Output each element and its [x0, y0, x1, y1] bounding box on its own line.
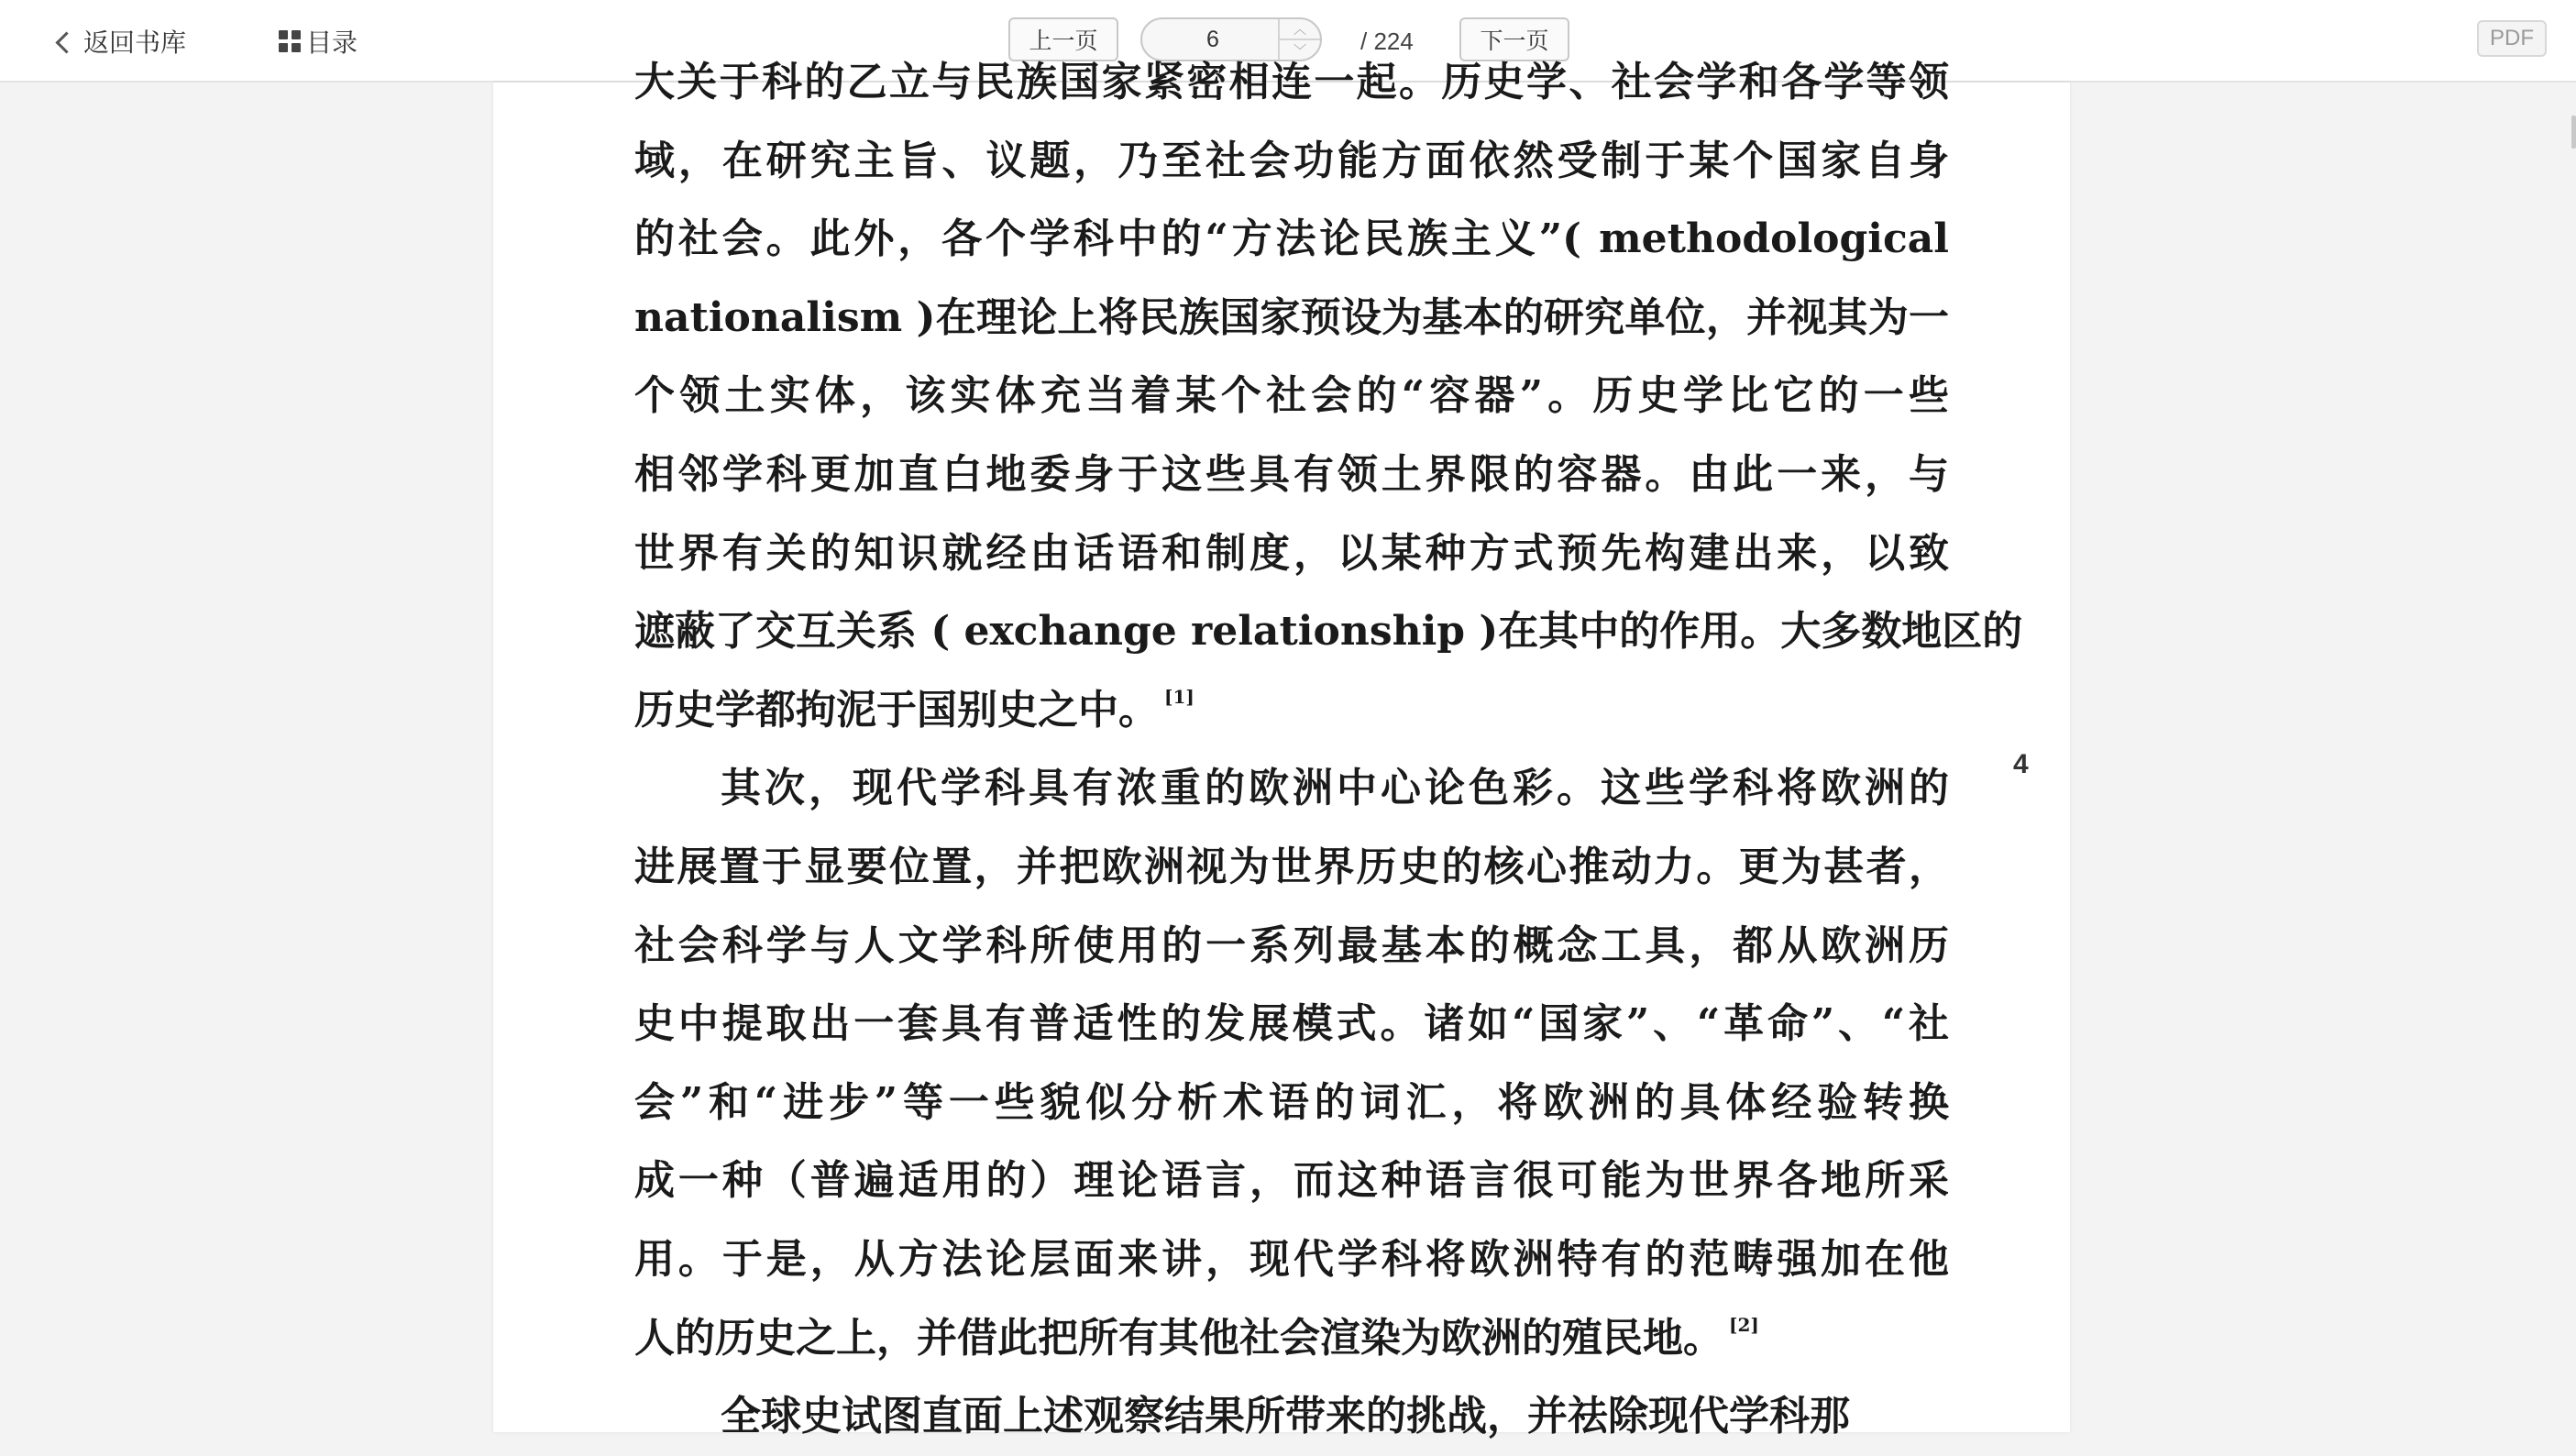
- text-line-content: 历史学都拘泥于国别史之中。: [634, 686, 1159, 734]
- text-line-content: 社会科学与人文学科所使用的一系列最基本的概念工具，都从欧洲历: [634, 921, 1949, 969]
- text-line: [634, 200, 1949, 279]
- table-of-contents-link[interactable]: [279, 20, 358, 62]
- next-page-button[interactable]: 下一页: [1459, 17, 1569, 61]
- stepper-down-icon[interactable]: ﹀: [1294, 42, 1306, 58]
- chevron-left-icon: [55, 31, 77, 53]
- pdf-button[interactable]: PDF: [2477, 20, 2547, 57]
- grid-icon: [279, 30, 301, 52]
- text-line-content: nationalism )在理论上将民族国家预设为基本的研究单位，并视其为一: [634, 293, 1949, 341]
- text-line-content: 用。于是，从方法论层面来讲，现代学科将欧洲特有的范畴强加在他: [634, 1235, 1949, 1283]
- text-line-content: 史中提取出一套具有普适性的发展模式。诸如“国家”、“革命”、“社: [634, 1000, 1949, 1048]
- text-line: [634, 279, 1949, 358]
- text-line-content: 相邻学科更加直白地委身于这些具有领土界限的容器。由此一来，与: [634, 450, 1949, 498]
- text-line: [634, 1299, 1949, 1378]
- back-to-library-link[interactable]: [59, 20, 186, 62]
- text-line-content: 人的历史之上，并借此把所有其他社会渲染为欧洲的殖民地。: [634, 1314, 1723, 1362]
- text-line: [634, 1377, 1949, 1456]
- text-line-content: 域，在研究主旨、议题，乃至社会功能方面依然受制于某个国家自身: [634, 137, 1949, 184]
- margin-page-number: 4: [2013, 749, 2029, 779]
- text-line-content: 全球史试图直面上述观察结果所带来的挑战，并祛除现代学科那: [721, 1393, 1850, 1440]
- text-line-content: 成一种（普遍适用的）理论语言，而这种语言很可能为世界各地所采: [634, 1157, 1949, 1205]
- text-line: [634, 671, 1949, 750]
- total-pages-label: / 224: [1360, 27, 1414, 55]
- text-line: [634, 985, 1949, 1064]
- text-line: [634, 122, 1949, 201]
- text-line: [634, 43, 1949, 122]
- text-line-content: 会”和“进步”等一些貌似分析术语的词汇，将欧洲的具体经验转换: [634, 1078, 1949, 1126]
- text-line-content: 个领土实体，该实体充当着某个社会的“容器”。历史学比它的一些: [634, 372, 1949, 420]
- text-line-content: 其次，现代学科具有浓重的欧洲中心论色彩。这些学科将欧洲的: [721, 765, 1949, 812]
- text-line: [634, 436, 1949, 514]
- text-line: [634, 907, 1949, 986]
- text-line: [634, 1064, 1949, 1142]
- text-line: [634, 357, 1949, 436]
- scrollbar-thumb[interactable]: [2571, 116, 2576, 149]
- text-line-content: 世界有关的知识就经由话语和制度，以某种方式预先构建出来，以致: [634, 529, 1949, 577]
- footnote-marker[interactable]: [2]: [1729, 1313, 1759, 1336]
- back-to-library-label: 返回书库: [83, 28, 187, 57]
- text-line: [634, 1142, 1949, 1220]
- page-text-column: [634, 43, 2023, 1456]
- document-page: [493, 59, 2070, 1440]
- previous-page-button[interactable]: 上一页: [1008, 17, 1118, 61]
- text-line-content: 大关于科的乙立与民族国家紧密相连一起。历史学、社会学和各学等领: [634, 59, 1949, 105]
- text-line-content: 进展置于显要位置，并把欧洲视为世界历史的核心推动力。更为甚者，: [634, 843, 1949, 890]
- stepper-up-icon[interactable]: ︿: [1280, 19, 1320, 40]
- text-line: [634, 592, 2023, 671]
- text-line-content: 的社会。此外，各个学科中的“方法论民族主义”( methodological: [634, 215, 1949, 263]
- text-line-content: 遮蔽了交互关系 ( exchange relationship )在其中的作用。大多数地区的: [634, 608, 2023, 656]
- text-line: [634, 514, 1949, 593]
- text-line: [634, 1220, 1949, 1299]
- text-line: [634, 749, 1949, 828]
- table-of-contents-label: 目录: [306, 28, 358, 57]
- text-line: [634, 828, 1949, 907]
- footnote-marker[interactable]: [1]: [1164, 685, 1194, 708]
